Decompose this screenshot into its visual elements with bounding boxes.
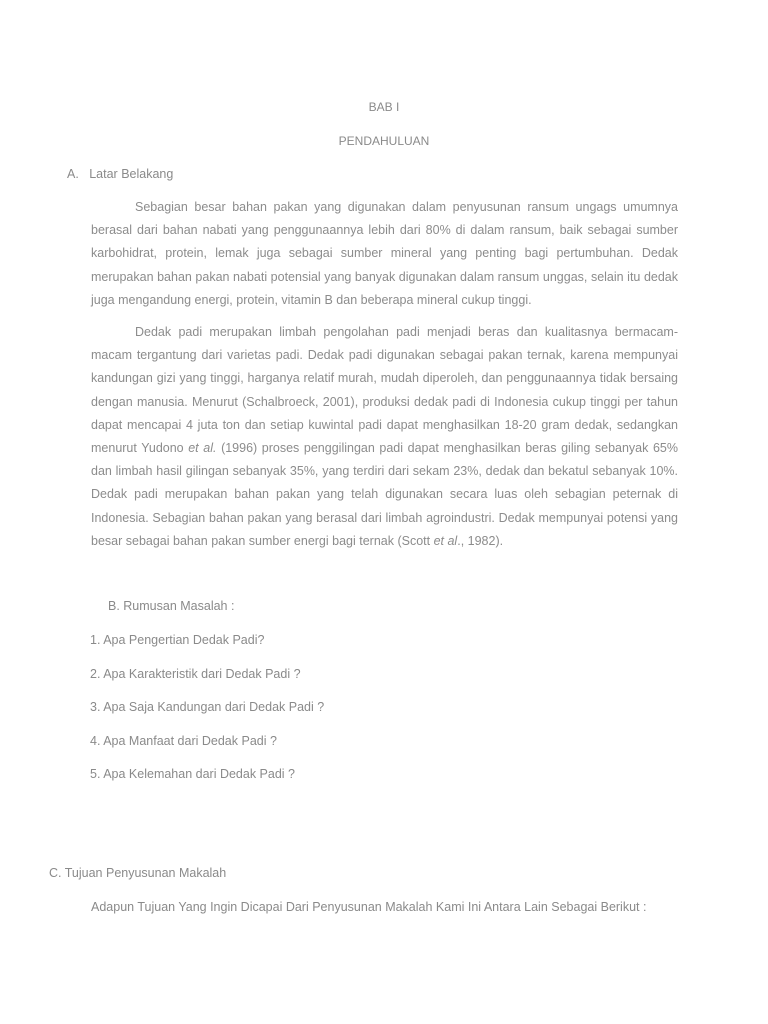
paragraph-2-text-b: (1996) proses penggilingan padi dapat menghasilkan beras giling sebanyak 65% dan limbah hasil gilingan sebanyak 35%, yang terdiri dari sekam 23%, dedak dan bekatul sebanyak 10%. Dedak padi merupakan bahan pakan yang telah digunakan secara luas oleh sebagian peternak di Indonesia. Sebagian bahan pakan yang berasal dari limbah agroindustri. Dedak mempunyai potensi yang besar sebagai bahan pakan sumber energi bagi ternak (Scott — [91, 441, 678, 548]
citation-et-al: et al — [433, 533, 458, 548]
paragraph-2-text-a: Dedak padi merupakan limbah pengolahan padi menjadi beras dan kualitasnya bermacam-macam tergantung dari varietas padi. Dedak padi digunakan sebagai pakan ternak, karena mempunyai kandungan gizi yang tinggi, harganya relatif murah, mudah diperoleh, dan penggunaannya tidak bersaing dengan manusia. Menurut (Schalbroeck, 2001), produksi dedak padi di Indonesia cukup tinggi per tahun dapat mencapai 4 juta ton dan setiap kuwintal padi dapat menghasilkan 18-20 gram dedak, sedangkan menurut Yudono — [91, 325, 678, 456]
paragraph-2 — [91, 321, 678, 553]
list-item: 1. Apa Pengertian Dedak Padi? — [90, 633, 265, 647]
problem-list — [90, 630, 324, 798]
list-item: 4. Apa Manfaat dari Dedak Padi ? — [90, 733, 277, 748]
section-c-text: Adapun Tujuan Yang Ingin Dicapai Dari Penyusunan Makalah Kami Ini Antara Lain Sebagai Berikut : — [91, 900, 647, 914]
paragraph-1 — [91, 196, 678, 312]
chapter-label: BAB I — [368, 100, 400, 114]
paragraph-2-text-c: ., 1982). — [457, 533, 504, 548]
list-item: 2. Apa Karakteristik dari Dedak Padi ? — [90, 666, 301, 681]
section-c-heading: C. Tujuan Penyusunan Makalah — [49, 866, 227, 880]
section-a-heading: A. Latar Belakang — [67, 167, 174, 181]
paragraph-1-text: Sebagian besar bahan pakan yang digunakan dalam penyusunan ransum ungags umumnya berasal dari bahan nabati yang penggunaannya lebih dari 80% di dalam ransum, baik sebagai sumber karbohidrat, protein, lemak juga sebagai sumber mineral yang penting bagi pertumbuhan. Dedak merupakan bahan pakan nabati potensial yang banyak digunakan dalam ransum unggas, selain itu dedak juga mengandung energi, protein, vitamin B dan beberapa mineral cukup tinggi. — [91, 200, 678, 307]
chapter-title: PENDAHULUAN — [338, 134, 430, 148]
list-item: 5. Apa Kelemahan dari Dedak Padi ? — [90, 767, 295, 781]
section-b-heading: B. Rumusan Masalah : — [108, 599, 235, 613]
list-item: 3. Apa Saja Kandungan dari Dedak Padi ? — [90, 700, 325, 714]
citation-et-al: et al. — [188, 441, 217, 456]
